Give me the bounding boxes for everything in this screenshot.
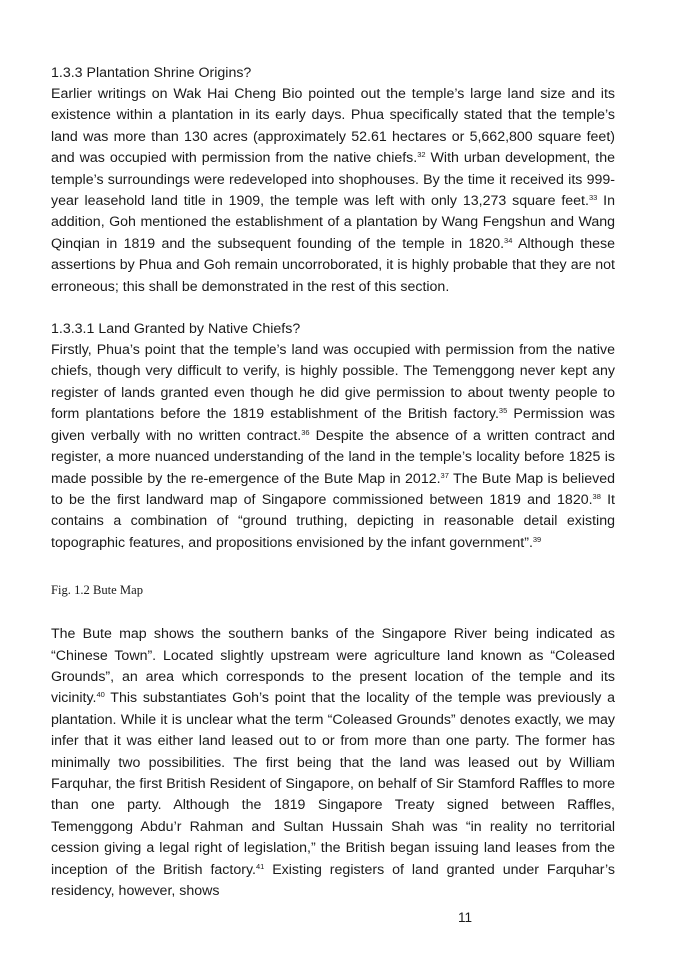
footnote-ref: 32 <box>417 150 426 160</box>
paragraph-land-granted <box>51 340 615 554</box>
footnote-ref: 40 <box>96 690 105 700</box>
text-run: Firstly, Phua’s point that the temple’s land was occupied with permission from the native chiefs, though very difficult to verify, is highly possible. The Temenggong never kept any register of lands granted even though he did give permission to about twenty people to form plantations before the 1819 establishment of the British factory. <box>51 342 615 423</box>
section-heading-1-3-3-1: 1.3.3.1 Land Granted by Native Chiefs? <box>51 321 301 338</box>
text-run: The Bute map shows the southern banks of the Singapore River being indicated as “Chinese Town”. Located slightly upstream were agriculture land known as “Coleased Grounds”, an area which corresponds to the present location of the temple and its vicinity. <box>51 626 615 707</box>
page-body <box>51 63 615 902</box>
text-run: Permission was given verbally with no written contract. <box>51 406 615 444</box>
footnote-ref: 35 <box>498 406 508 416</box>
paragraph-bute-map <box>51 624 615 902</box>
footnote-ref: 38 <box>592 491 601 501</box>
text-run: With urban development, the temple’s surroundings were redeveloped into shophouses. By the time it received its 999-year leasehold land title in 1909, the temple was left with only 13,273 square feet. <box>51 150 615 210</box>
text-run: Despite the absence of a written contract and register, a more nuanced understanding of the land in the temple’s locality before 1825 is made possible by the re-emergence of the Bute Map in 2012. <box>51 427 615 487</box>
text-run: This substantiates Goh’s point that the locality of the temple was previously a plantation. While it is unclear what the term “Coleased Grounds” denotes exactly, we may infer that it was either land leased out to or from more than one party. The former has minimally two possibilities. The first being that the land was leased out by William Farquhar, the first British Resident of Singapore, on behalf of Sir Stamford Raffles to more than one party. Although the 1819 Singapore Treaty signed between Raffles, Temenggong Abdu’r Rahman and Sultan Hussain Shah was “in reality no territorial cession giving a legal right of legislation,” the British began issuing land leases from the inception of the British factory. <box>51 690 615 878</box>
footnote-ref: 37 <box>440 470 449 480</box>
footnote-ref: 34 <box>504 235 513 245</box>
paragraph-plantation-origins <box>51 84 615 298</box>
text-run: Earlier writings on Wak Hai Cheng Bio pointed out the temple’s large land size and its existence within a plantation in its early days. Phua specifically stated that the temple’s land was more than 130 acres (approximately 52.61 hectares or 5,662,800 square feet) and was occupied with permission from the native chiefs. <box>51 86 615 167</box>
text-run: It contains a combination of “ground truthing, depicting in reasonable detail existing topographic features, and propositions envisioned by the infant government”. <box>51 491 615 551</box>
footnote-ref: 41 <box>255 861 265 871</box>
text-run: The Bute Map is believed to be the first landward map of Singapore commissioned between 1819 and 1820. <box>51 470 616 508</box>
text-run: Although these assertions by Phua and Goh remain uncorroborated, it is highly probable that they are not erroneous; this shall be demonstrated in the rest of this section. <box>51 235 615 295</box>
footnote-ref: 33 <box>588 193 598 203</box>
page-number: 11 <box>458 910 473 925</box>
figure-caption: Fig. 1.2 Bute Map <box>51 583 144 598</box>
footnote-ref: 36 <box>301 427 310 437</box>
section-heading-1-3-3: 1.3.3 Plantation Shrine Origins? <box>51 65 252 81</box>
text-run: In addition, Goh mentioned the establishment of a plantation by Wang Fengshun and Wang Qinqian in 1819 and the subsequent founding of the temple in 1820. <box>51 193 615 252</box>
footnote-ref: 39 <box>532 534 542 544</box>
text-run: Existing registers of land granted under Farquhar’s residency, however, shows <box>51 861 615 899</box>
